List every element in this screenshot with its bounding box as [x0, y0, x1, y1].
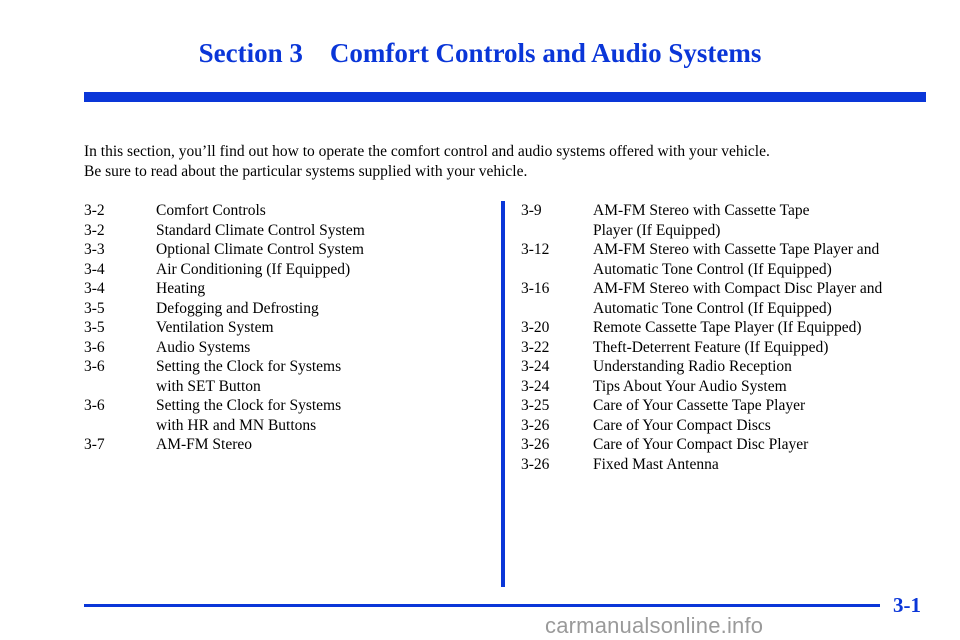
toc-entry-title: [156, 396, 484, 435]
toc-page-number: 3‑26: [521, 416, 550, 434]
toc-page-number: 3‑6: [84, 397, 105, 414]
toc-entry[interactable]: [521, 377, 941, 397]
toc-entry-line: Automatic Tone Control (If Equipped): [593, 260, 832, 278]
toc-entry-line: with SET Button: [156, 377, 261, 395]
toc-entry-line: AM‑FM Stereo: [156, 436, 253, 453]
toc-page-number: 3‑26: [521, 436, 550, 453]
toc-page-number: 3‑9: [521, 202, 542, 219]
toc-page-number: 3‑2: [84, 221, 105, 239]
toc-entry-title: [156, 260, 484, 280]
toc-entry-title: [156, 221, 484, 241]
toc-page-number: 3‑6: [84, 338, 105, 356]
intro-text: [84, 142, 924, 181]
toc-entry-line: Tips About Your Audio System: [593, 377, 787, 395]
toc-entry-line: Audio Systems: [156, 338, 251, 356]
toc-entry-title: [156, 279, 484, 299]
intro-line: In this section, you’ll find out how to operate the comfort control and audio systems offered with your vehicle.: [84, 143, 770, 160]
toc-page-number: 3‑3: [84, 241, 105, 258]
toc-entry-line: Theft‑Deterrent Feature (If Equipped): [593, 338, 829, 356]
toc-entry-title: [593, 455, 941, 475]
toc-entry-title: [156, 357, 484, 396]
toc-entry[interactable]: [84, 201, 484, 221]
footer-rule: [84, 604, 880, 607]
toc-page-number: 3‑5: [84, 319, 105, 336]
toc-entry-line: Automatic Tone Control (If Equipped): [593, 299, 832, 317]
toc-entry-title: [593, 357, 941, 377]
toc-entry-title: [593, 279, 941, 318]
toc-entry-title: [593, 318, 941, 338]
toc-page-number: 3‑4: [84, 260, 105, 278]
toc-entry-line: Care of Your Compact Discs: [593, 416, 771, 434]
toc-entry-title: [156, 338, 484, 358]
toc-entry-line: Remote Cassette Tape Player (If Equipped): [593, 319, 862, 336]
toc-entry[interactable]: [521, 416, 941, 436]
toc-page-number: 3‑4: [84, 280, 105, 297]
watermark: carmanualsonline.info: [545, 613, 764, 638]
toc-entry-line: AM‑FM Stereo with Compact Disc Player and: [593, 280, 883, 297]
toc-entry-line: Defogging and Defrosting: [156, 299, 319, 317]
toc-right-column: [521, 201, 941, 474]
toc-entry-title: [593, 201, 941, 240]
toc-entry-line: Care of Your Cassette Tape Player: [593, 397, 806, 414]
toc-entry[interactable]: [521, 396, 941, 416]
toc-entry-line: Care of Your Compact Disc Player: [593, 436, 809, 453]
toc-entry[interactable]: [84, 357, 484, 396]
toc-entry-title: [593, 377, 941, 397]
toc-entry[interactable]: [521, 435, 941, 455]
toc-page-number: 3‑6: [84, 358, 105, 375]
toc-entry[interactable]: [84, 299, 484, 319]
toc-entry[interactable]: [521, 318, 941, 338]
toc-entry-line: AM‑FM Stereo with Cassette Tape: [593, 202, 810, 219]
toc-page-number: 3‑5: [84, 299, 105, 317]
intro-line: Be sure to read about the particular systems supplied with your vehicle.: [84, 162, 528, 180]
toc-entry-title: [593, 396, 941, 416]
toc-entry[interactable]: [84, 318, 484, 338]
toc-page-number: 3‑22: [521, 338, 550, 356]
toc-entry-title: [593, 416, 941, 436]
toc-entry-line: Comfort Controls: [156, 202, 266, 219]
toc-page-number: 3‑2: [84, 202, 105, 219]
toc-entry-line: Ventilation System: [156, 319, 274, 336]
toc-entry-line: Optional Climate Control System: [156, 241, 364, 258]
toc-entry-title: [593, 338, 941, 358]
toc-page-number: 3‑12: [521, 241, 550, 258]
toc-entry[interactable]: [521, 338, 941, 358]
toc-entry-line: Setting the Clock for Systems: [156, 358, 342, 375]
toc-page-number: 3‑24: [521, 377, 550, 395]
toc-entry[interactable]: [521, 240, 941, 279]
toc-entry[interactable]: [521, 201, 941, 240]
page-title: Section 3 Comfort Controls and Audio Systems: [198, 38, 762, 68]
column-divider: [501, 201, 505, 587]
toc-entry-line: Setting the Clock for Systems: [156, 397, 342, 414]
toc-entry-title: [156, 435, 484, 455]
toc-entry-title: [156, 201, 484, 221]
toc-entry-title: [593, 435, 941, 455]
toc-entry-line: with HR and MN Buttons: [156, 416, 317, 434]
toc-entry[interactable]: [521, 455, 941, 475]
toc-entry[interactable]: [84, 396, 484, 435]
toc-entry-title: [156, 299, 484, 319]
toc-entry-line: Air Conditioning (If Equipped): [156, 260, 351, 278]
toc-entry-line: Heating: [156, 280, 206, 297]
toc-page-number: 3‑16: [521, 280, 550, 297]
toc-entry[interactable]: [84, 435, 484, 455]
toc-entry-line: Understanding Radio Reception: [593, 358, 792, 375]
toc-entry-line: Standard Climate Control System: [156, 221, 365, 239]
toc-entry[interactable]: [84, 279, 484, 299]
toc-entry[interactable]: [84, 338, 484, 358]
toc-page-number: 3‑7: [84, 436, 105, 453]
toc-entry[interactable]: [521, 279, 941, 318]
toc-entry-title: [156, 240, 484, 260]
toc-entry-title: [156, 318, 484, 338]
title-rule: [84, 92, 926, 102]
toc-entry-line: AM‑FM Stereo with Cassette Tape Player and: [593, 241, 880, 258]
toc-entry-line: Player (If Equipped): [593, 221, 721, 239]
toc-entry-title: [593, 240, 941, 279]
toc-entry[interactable]: [521, 357, 941, 377]
toc-left-column: [84, 201, 484, 455]
toc-entry[interactable]: [84, 240, 484, 260]
toc-page-number: 3‑26: [521, 455, 550, 473]
toc-entry-line: Fixed Mast Antenna: [593, 455, 719, 473]
page-number: 3‑1: [893, 593, 921, 617]
toc-entry[interactable]: [84, 260, 484, 280]
toc-entry[interactable]: [84, 221, 484, 241]
toc-page-number: 3‑25: [521, 397, 550, 414]
toc-page-number: 3‑20: [521, 319, 550, 336]
toc-page-number: 3‑24: [521, 358, 550, 375]
